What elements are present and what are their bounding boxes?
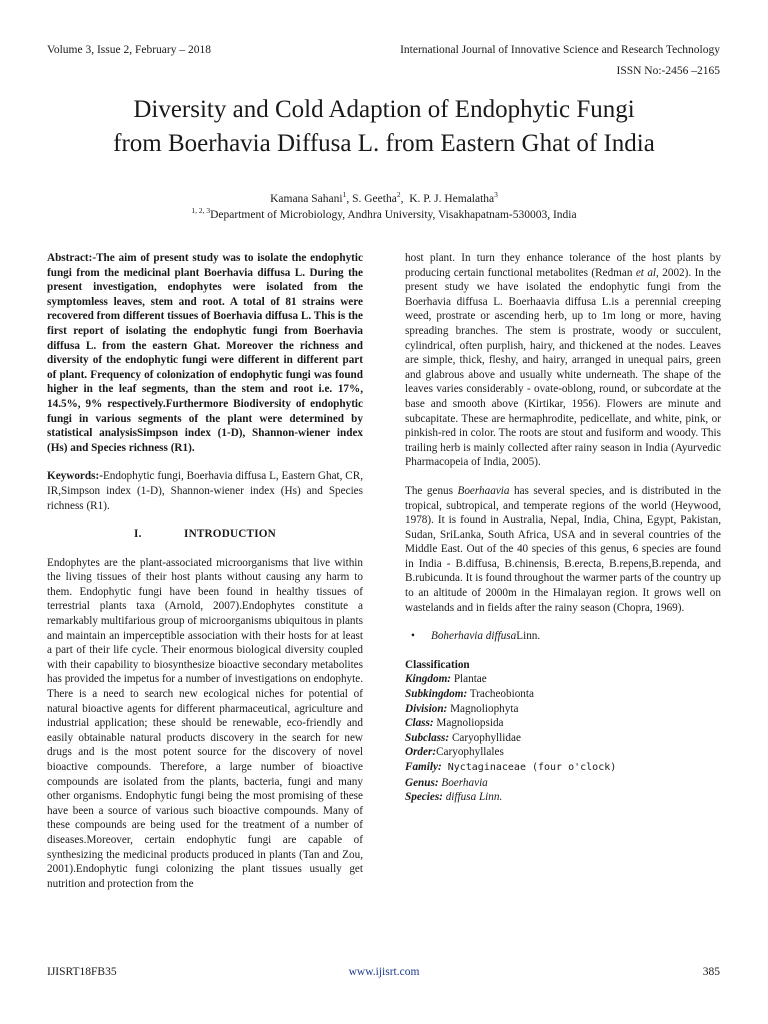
keywords-text: Endophytic fungi, Boerhavia diffusa L, Eastern Ghat, CR, IR,Simpson index (1-D), Shannon-wiener index (Hs) and Species richness (R1).: [47, 470, 363, 512]
right-p1-etal: et al,: [635, 266, 659, 279]
footer-page-number: 385: [702, 966, 720, 978]
header-volume: Volume 3, Issue 2, February – 2018: [47, 44, 211, 56]
classification-list: [405, 672, 721, 804]
classification-value: Nyctaginaceae (four o'clock): [441, 762, 617, 773]
classification-value: Boerhavia: [438, 776, 488, 789]
author-2: , S. Geetha: [346, 192, 397, 205]
footer-website-link[interactable]: www.ijisrt.com: [348, 966, 420, 978]
classification-value: Tracheobionta: [467, 688, 534, 701]
section-number: I.: [134, 528, 142, 541]
classification-row: [405, 776, 721, 791]
classification-row: [405, 702, 721, 717]
classification-value: Magnoliopsida: [433, 717, 504, 730]
classification-value: Plantae: [451, 673, 487, 686]
right-paragraph-2: [405, 484, 721, 615]
classification-label: Genus:: [405, 776, 439, 789]
title-line-2: from Boerhavia Diffusa L. from Eastern Ghat of India: [113, 130, 655, 157]
footer-paper-id: IJISRT18FB35: [47, 966, 117, 978]
classification-value: Caryophyllales: [436, 746, 504, 759]
affiliation-sup: 1, 2, 3: [191, 206, 211, 215]
right-p1-text-a: host plant. In turn they enhance tolerance of the host plants by producing certain functional metabolites (Redman: [405, 252, 721, 279]
author-3: , K. P. J. Hemalatha: [400, 192, 495, 205]
classification-label: Division:: [405, 702, 448, 715]
affiliation: [0, 203, 768, 223]
section-title: INTRODUCTION: [184, 528, 276, 541]
header-issn: ISSN No:-2456 –2165: [616, 65, 720, 77]
paper-title: [30, 93, 738, 161]
bullet-rest: Linn.: [516, 630, 541, 643]
classification-row: [405, 687, 721, 702]
species-bullet: [411, 629, 721, 644]
right-p2-text-a: The genus: [405, 484, 458, 497]
classification-label: Species:: [405, 791, 443, 804]
classification-row: [405, 731, 721, 746]
classification-value: Magnoliophyta: [447, 702, 519, 715]
classification-value: diffusa Linn.: [442, 791, 503, 804]
keywords-label: Keywords:-: [47, 470, 103, 483]
author-3-sup: 3: [494, 190, 498, 199]
classification-value: Caryophyllidae: [449, 731, 521, 744]
header-journal: International Journal of Innovative Science and Research Technology: [400, 44, 720, 56]
classification-label: Order:: [405, 746, 437, 759]
author-2-sup: 2: [396, 190, 401, 199]
right-p1-text-b: 2002). In the present study we have isolated the endophytic fungi from the Boerhavia diffusa L. Boerhaavia diffusa L.is a perennial creeping weed, prostrate or ascending herb, up to 1m long or more, having spreading branches. The stem is prostrate, woody or succulent, cylindrical, often purplish, hairy, and thickened at the nodes. Leaves are simple, thick, fleshy, and hairy, arranged in unequal pairs, green and glabrous above and usually white underneath. The shape of the leaves varies considerably - ovate-oblong, round, or subcordate at the base and smooth above (Kirtikar, 1956). Flowers are minute and subcapitate. These are hermaphrodite, pedicellate, and white, pink, or pinkish-red in color. The roots are stout and fusiform and woody. This trailing herb is mainly collected after rainy season in India (Ayurvedic Pharmacopeia of India, 2005).: [405, 266, 721, 469]
left-column: [47, 251, 363, 891]
abstract: Abstract:-The aim of present study was to isolate the endophytic fungi from the medicinal plant Boerhavia diffusa L. During the present investigation, endophytes were isolated from the symptomless leaves, stem and root. A total of 81 strains were recovered from different tissues of Boerhavia diffusa L. This is the first report of isolating the endophytic fungi from Boerhavia diffusa L. from the eastern Ghat. Moreover the richness and diversity of the endophytic fungi were different in different part of plant. Frequency of colonization of endophytic fungi was found higher in the leaf segments, than the stem and root i.e. 17%, 14.5%, 9% respectively.Furthermore Biodiversity of endophytic fungi in various segments of the plant were determined by statistical analysisSimpson index (1-D), Shannon-wiener index (Hs) and Species richness (R1).: [47, 252, 363, 454]
bullet-italic: Boherhavia diffusa: [431, 630, 517, 643]
classification-label: Kingdom:: [405, 673, 452, 686]
classification-row: [405, 672, 721, 687]
bullet-text: [431, 629, 540, 644]
right-column: [405, 251, 721, 805]
author-1: Kamana Sahani: [270, 192, 343, 205]
intro-paragraph: Endophytes are the plant-associated microorganisms that live within the living tissues of their host plants without causing any harm to them. Endophytic fungi have been found in healthy tissues of terrestrial plants taxa (Arnold, 2007).Endophytes constitute a remarkably multifarious group of microorganisms ubiquitous in plants and maintain an imperceptible association with their hosts for at least a part of their life cycle. Their enormous biological diversity coupled with their capability to biosynthesize bioactive secondary metabolites has provided the impetus for a number of investigations on endophyte. There is a need to search new ecological niches for potential of natural bioactive agents for different pharmaceutical, agriculture and industrial application; these should be renewable, eco-friendly and easily obtainable natural products discovery in the search for new drugs and is the most potent source for the discovery of novel bioactive compounds. Therefore, a large number of bioactive compounds are isolated from the plants, bacteria, fungi and many other organisms. Endophytic fungi being the most promising of these have been a source of various such bioactive compounds. Many of these compounds are being used for the treatment of a number of diseases.Moreover, certain endophytic fungi are capable of synthesizing the medicinal products produced in plants (Tan and Zou, 2001).Endophytic fungi colonizing the plant tissues usually get nutrition and protection from the: [47, 556, 363, 890]
title-line-1: Diversity and Cold Adaption of Endophytic Fungi: [133, 96, 635, 123]
classification-row: [405, 745, 721, 760]
section-heading-introduction: [47, 527, 363, 542]
classification-label: Class:: [405, 717, 434, 730]
classification-label: Family:: [405, 761, 442, 773]
keywords: [47, 469, 363, 513]
bullet-dot: •: [411, 630, 415, 643]
classification-heading: Classification: [405, 658, 470, 671]
classification-label: Subkingdom:: [405, 688, 468, 701]
classification-label: Subclass:: [405, 731, 450, 744]
classification-row: [405, 716, 721, 731]
right-p2-text-b: has several species, and is distributed in the tropical, subtropical, and temperate regions of the world (Heywood, 1978). It is found in Australia, Nepal, India, China, Egypt, Pakistan, Sudan, SriLanka, South Africa, USA and in several countries of the Middle East. Out of the 40 species of this genus, 6 species are found in India - B.diffusa, B.chinensis, B.erecta, B.repens,B.rependa, and B.rubicunda. It is found throughout the warmer parts of the country up to an altitude of 2000m in the Himalayan region. It grows well on wastelands and in fields after the rainy season (Chopra, 1969).: [405, 484, 722, 614]
classification-row: [405, 790, 721, 805]
classification-row: [405, 760, 721, 776]
right-p2-genus: Boerhaavia: [457, 484, 510, 497]
right-paragraph-1: [405, 251, 721, 470]
author-1-sup: 1: [342, 190, 347, 199]
affiliation-text: Department of Microbiology, Andhra University, Visakhapatnam-530003, India: [210, 208, 577, 221]
